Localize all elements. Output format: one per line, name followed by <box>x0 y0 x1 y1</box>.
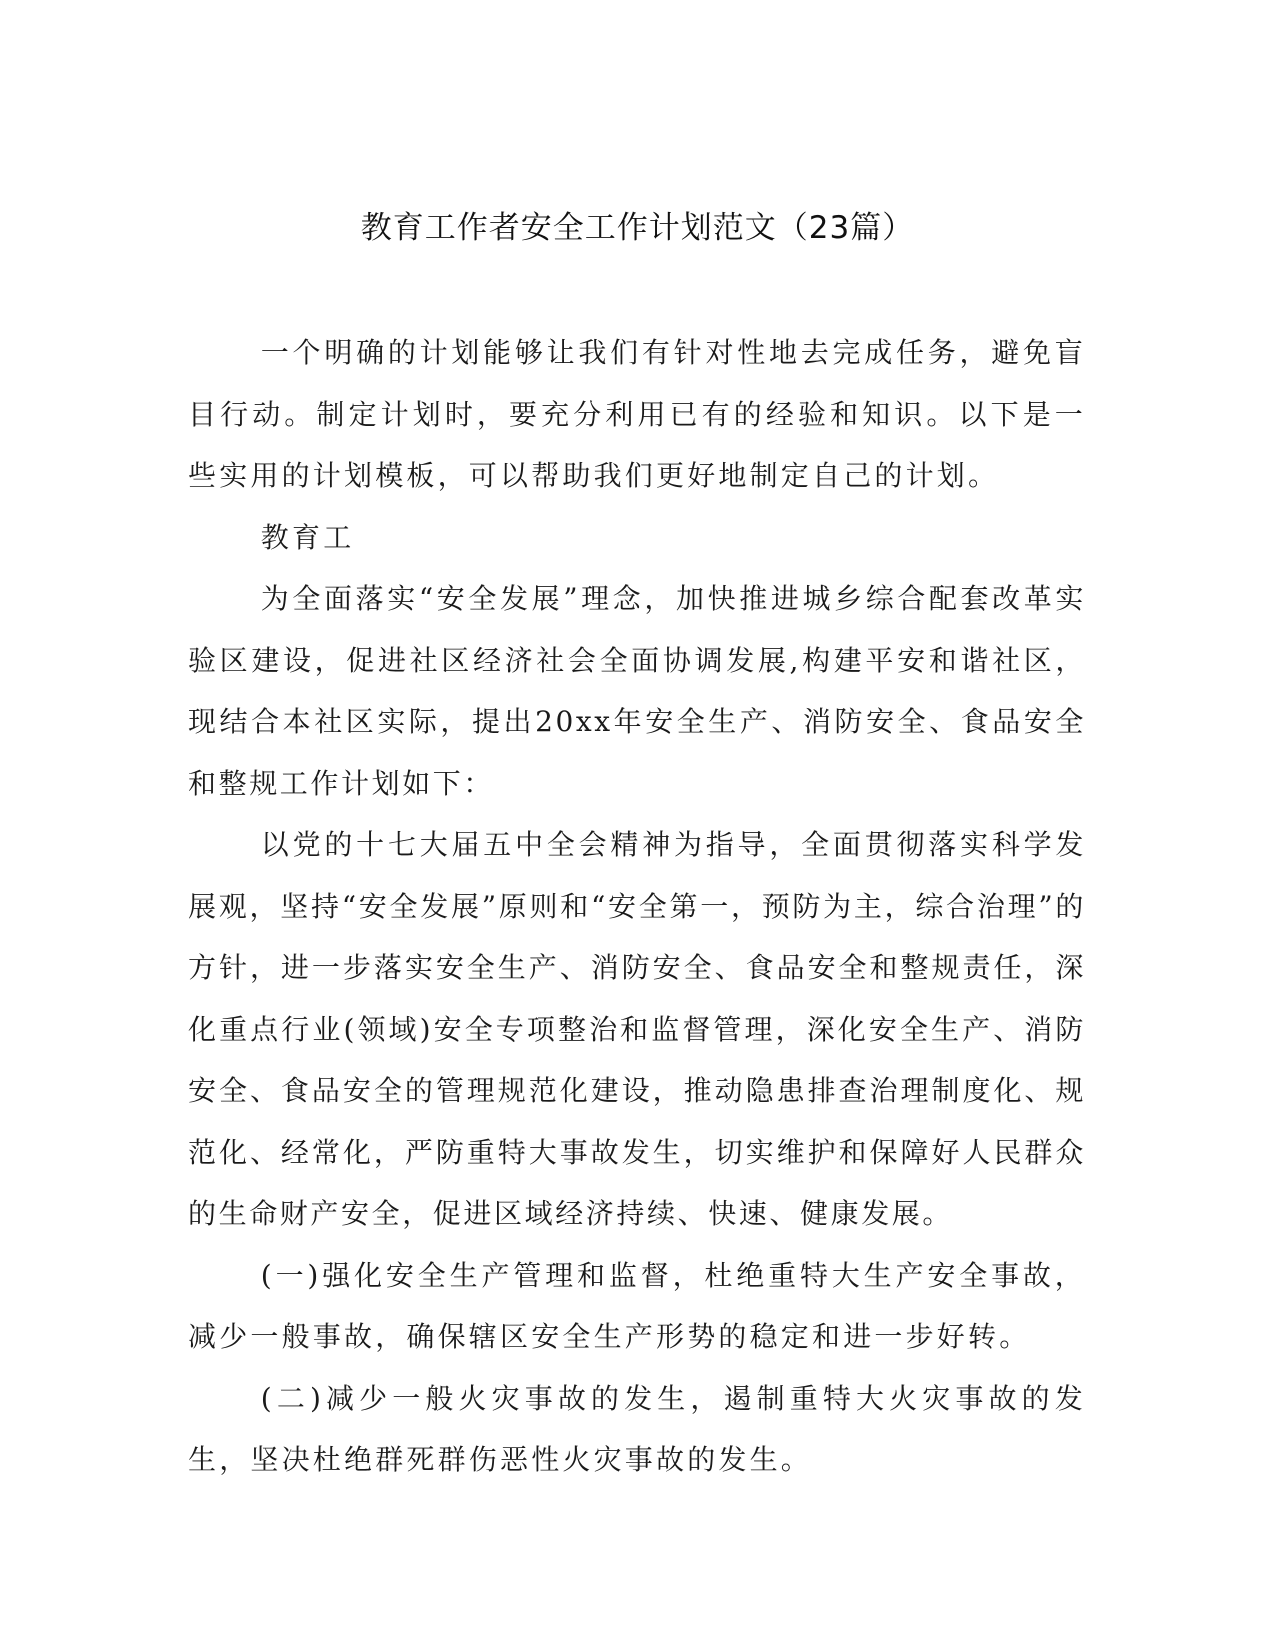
document-body <box>188 322 1086 1491</box>
paragraph-guiding-principle: 以党的十七大届五中全会精神为指导，全面贯彻落实科学发展观，坚持“安全发展”原则和“安全第一，预防为主，综合治理”的方针，进一步落实安全生产、消防安全、食品安全和整规责任，深化重点行业(领域)安全专项整治和监督管理，深化安全生产、消防安全、食品安全的管理规范化建设，推动隐患排查治理制度化、规范化、经常化，严防重特大事故发生，切实维护和保障好人民群众的生命财产安全，促进区域经济持续、快速、健康发展。 <box>188 828 1086 1230</box>
paragraph-goal-2: (二)减少一般火灾事故的发生，遏制重特大火灾事故的发生，坚决杜绝群死群伤恶性火灾事故的发生。 <box>188 1381 1086 1476</box>
paragraph-intro: 一个明确的计划能够让我们有针对性地去完成任务，避免盲目行动。制定计划时，要充分利用已有的经验和知识。以下是一些实用的计划模板，可以帮助我们更好地制定自己的计划。 <box>188 336 1086 492</box>
paragraph-heading-fragment: 教育工 <box>260 520 355 554</box>
document-title: 教育工作者安全工作计划范文（23篇） <box>360 210 915 246</box>
paragraph-plan-purpose: 为全面落实“安全发展”理念，加快推进城乡综合配套改革实验区建设，促进社区经济社会全面协调发展,构建平安和谐社区，现结合本社区实际，提出20xx年安全生产、消防安全、食品安全和整规工作计划如下： <box>188 582 1086 800</box>
paragraph-goal-1: (一)强化安全生产管理和监督，杜绝重特大生产安全事故，减少一般事故，确保辖区安全生产形势的稳定和进一步好转。 <box>188 1258 1086 1353</box>
